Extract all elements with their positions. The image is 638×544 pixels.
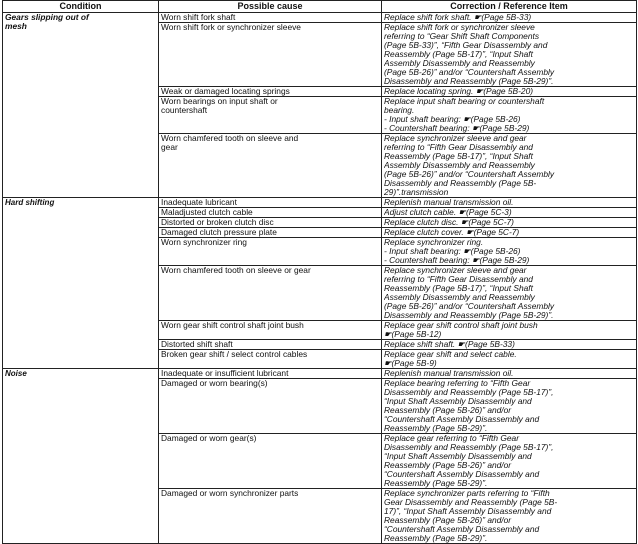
cell-line: Worn shift fork or synchronizer sleeve [161,23,301,32]
cell-line: Noise [5,369,27,378]
cell-line: “Countershaft Assembly Disassembly and [384,525,540,534]
cell-line: Weak or damaged locating springs [161,87,290,96]
possible-cause-cell [159,208,382,218]
cell-line: “Countershaft Assembly Disassembly and [384,470,540,479]
cell-line: Replace shift fork shaft. ☛(Page 5B-33) [384,13,532,22]
correction-cell [382,340,637,350]
possible-cause-cell [159,350,382,369]
correction-cell [382,208,637,218]
cell-line: Gear Disassembly and Reassembly (Page 5B- [384,498,558,507]
cell-line: Replace synchronizer sleeve and gear [384,266,527,275]
cell-line: Replace gear shift control shaft joint bush [384,321,538,330]
correction-cell [382,97,637,134]
cell-line: Replace input shaft bearing or countershaft [384,97,545,106]
cell-line: “Countershaft Assembly Disassembly and [384,415,540,424]
cell-line: Damaged or worn synchronizer parts [161,489,299,498]
correction-cell [382,434,637,489]
cell-line: Inadequate or insufficient lubricant [161,369,289,378]
cell-line: Reassembly (Page 5B-26)” and/or [384,461,512,470]
correction-cell [382,379,637,434]
table-row [3,13,637,23]
cell-line: Disassembly and Reassembly (Page 5B- [384,179,537,188]
cell-line: Disassembly and Reassembly (Page 5B-17)”, [384,388,554,397]
cell-line: Replenish manual transmission oil. [384,198,514,207]
cell-line: referring to “Gear Shift Shaft Components [384,32,540,41]
possible-cause-cell [159,340,382,350]
table-body [3,13,637,544]
header-possible-cause: Possible cause [159,1,382,13]
cell-line: Reassembly (Page 5B-29)”. [384,424,488,433]
cell-line: Distorted or broken clutch disc [161,218,274,227]
cell-line: Adjust clutch cable. ☛(Page 5C-3) [384,208,512,217]
cell-line: (Page 5B-26)” and/or “Countershaft Assembly [384,302,555,311]
cell-line: Maladjusted clutch cable [161,208,253,217]
header-correction: Correction / Reference Item [382,1,637,13]
cell-line: Replace synchronizer ring. [384,238,484,247]
cell-line: - Countershaft bearing: ☛(Page 5B-29) [384,256,530,265]
cell-line: Distorted shift shaft [161,340,233,349]
condition-cell [3,13,159,198]
cell-line: (Page 5B-26)” and/or “Countershaft Assembly [384,68,555,77]
cell-line: Reassembly (Page 5B-17)”, “Input Shaft [384,152,533,161]
cell-line: Assembly Disassembly and Reassembly [384,161,535,170]
cell-line: Worn chamfered tooth on sleeve or gear [161,266,311,275]
cell-line: bearing. [384,106,415,115]
cell-line: Replace gear referring to “Fifth Gear [384,434,519,443]
cell-line: Gears slipping out of [5,13,89,22]
cell-line: Reassembly (Page 5B-29)”. [384,479,488,488]
cell-line: 29)”.transmission [384,188,449,197]
possible-cause-cell [159,228,382,238]
cell-line: - Input shaft bearing: ☛(Page 5B-26) [384,115,521,124]
cell-line: Damaged clutch pressure plate [161,228,277,237]
correction-cell [382,228,637,238]
possible-cause-cell [159,369,382,379]
cell-line: Reassembly (Page 5B-17)”, “Input Shaft [384,50,533,59]
possible-cause-cell [159,23,382,87]
troubleshooting-table [2,0,637,544]
table-row [3,198,637,208]
possible-cause-cell [159,97,382,134]
possible-cause-cell [159,198,382,208]
cell-line: Replace bearing referring to “Fifth Gear [384,379,531,388]
possible-cause-cell [159,87,382,97]
table-row [3,369,637,379]
possible-cause-cell [159,434,382,489]
cell-line: “Input Shaft Assembly Disassembly and [384,452,532,461]
header-condition: Condition [3,1,159,13]
cell-line: (Page 5B-26)” and/or “Countershaft Assembly [384,170,555,179]
correction-cell [382,238,637,266]
cell-line: Worn bearings on input shaft or [161,97,278,106]
correction-cell [382,350,637,369]
correction-cell [382,321,637,340]
cell-line: Worn synchronizer ring [161,238,247,247]
possible-cause-cell [159,321,382,340]
cell-line: Assembly Disassembly and Reassembly [384,293,535,302]
correction-cell [382,489,637,544]
cell-line: Replace synchronizer parts referring to “Fifth [384,489,550,498]
cell-line: (Page 5B-33)”, “Fifth Gear Disassembly and [384,41,548,50]
cell-line: Hard shifting [5,198,55,207]
condition-cell [3,369,159,544]
table-header-row [3,1,637,13]
condition-cell [3,198,159,369]
cell-line: Assembly Disassembly and Reassembly [384,59,535,68]
cell-line: countershaft [161,106,208,115]
possible-cause-cell [159,266,382,321]
cell-line: ☛(Page 5B-12) [384,330,442,339]
cell-line: Replace locating spring. ☛(Page 5B-20) [384,87,534,96]
cell-line: Inadequate lubricant [161,198,237,207]
cell-line: Disassembly and Reassembly (Page 5B-29)”. [384,77,554,86]
cell-line: Replace gear shift and select cable. [384,350,517,359]
cell-line: - Countershaft bearing: ☛(Page 5B-29) [384,124,530,133]
cell-line: Damaged or worn gear(s) [161,434,257,443]
correction-cell [382,266,637,321]
cell-line: Disassembly and Reassembly (Page 5B-17)”, [384,443,554,452]
cell-line: Reassembly (Page 5B-17)”, “Input Shaft [384,284,533,293]
possible-cause-cell [159,379,382,434]
cell-line: Damaged or worn bearing(s) [161,379,268,388]
cell-line: Replace shift shaft. ☛(Page 5B-33) [384,340,515,349]
cell-line: referring to “Fifth Gear Disassembly and [384,275,533,284]
correction-cell [382,13,637,23]
cell-line: Replace shift fork or synchronizer sleeve [384,23,535,32]
correction-cell [382,87,637,97]
cell-line: Worn chamfered tooth on sleeve and [161,134,299,143]
possible-cause-cell [159,489,382,544]
cell-line: Replenish manual transmission oil. [384,369,514,378]
possible-cause-cell [159,218,382,228]
cell-line: Worn shift fork shaft [161,13,236,22]
cell-line: Replace synchronizer sleeve and gear [384,134,527,143]
cell-line: 17)”, “Input Shaft Assembly Disassembly and [384,507,552,516]
correction-cell [382,218,637,228]
possible-cause-cell [159,238,382,266]
possible-cause-cell [159,13,382,23]
correction-cell [382,198,637,208]
cell-line: Replace clutch cover. ☛(Page 5C-7) [384,228,520,237]
cell-line: Worn gear shift control shaft joint bush [161,321,304,330]
cell-line: Replace clutch disc. ☛(Page 5C-7) [384,218,514,227]
correction-cell [382,134,637,198]
cell-line: - Input shaft bearing: ☛(Page 5B-26) [384,247,521,256]
cell-line: Reassembly (Page 5B-26)” and/or [384,406,512,415]
cell-line: Reassembly (Page 5B-29)”. [384,534,488,543]
cell-line: mesh [5,22,27,31]
cell-line: Broken gear shift / select control cables [161,350,308,359]
correction-cell [382,23,637,87]
possible-cause-cell [159,134,382,198]
cell-line: Reassembly (Page 5B-26)” and/or [384,516,512,525]
correction-cell [382,369,637,379]
cell-line: Disassembly and Reassembly (Page 5B-29)”. [384,311,554,320]
cell-line: gear [161,143,178,152]
cell-line: referring to “Fifth Gear Disassembly and [384,143,533,152]
cell-line: ☛(Page 5B-9) [384,359,437,368]
cell-line: “Input Shaft Assembly Disassembly and [384,397,532,406]
